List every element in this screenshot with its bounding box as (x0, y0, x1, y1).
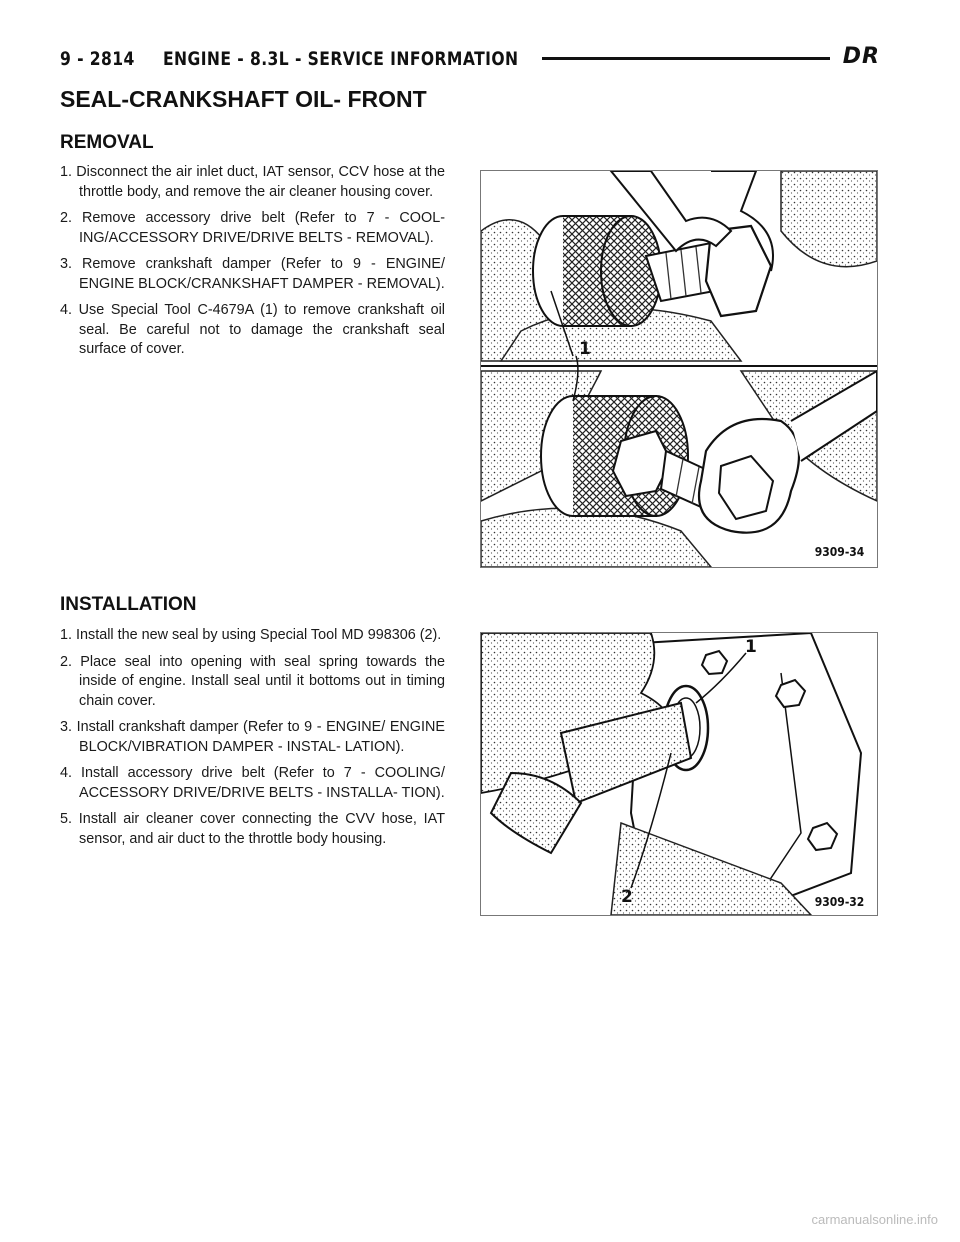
figure-number: 9309-32 (814, 895, 865, 909)
top-view-panel (481, 171, 877, 361)
removal-figure (480, 170, 878, 568)
figure-number: 9309-34 (814, 545, 865, 559)
page-number: 9 - 2814 (60, 48, 135, 70)
callout-1: 1 (579, 339, 591, 359)
seal-removal-illustration (481, 171, 877, 567)
removal-step-3: 3. Remove crankshaft damper (Refer to 9 - ENGINE/ ENGINE BLOCK/CRANKSHAFT DAMPER - REMOVAL). (60, 256, 445, 292)
header-brand: DR (842, 44, 880, 69)
callout-1: 1 (745, 637, 757, 657)
installation-step-5: 5. Install air cleaner cover connecting the CVV hose, IAT sensor, and air duct to the throttle body housing. (60, 811, 445, 847)
bottom-view-panel (481, 371, 877, 567)
header-title: ENGINE - 8.3L - SERVICE INFORMATION (163, 48, 519, 70)
removal-step-1: 1. Disconnect the air inlet duct, IAT sensor, CCV hose at the throttle body, and remove the air cleaner housing cover. (60, 164, 445, 200)
installation-step-1: 1. Install the new seal by using Special Tool MD 998306 (2). (60, 627, 442, 643)
installation-step-4: 4. Install accessory drive belt (Refer to 7 - COOLING/ ACCESSORY DRIVE/DRIVE BELTS - INSTALLA- TION). (60, 765, 445, 801)
removal-steps (60, 163, 445, 367)
installation-heading: INSTALLATION (60, 594, 197, 615)
removal-step-4: 4. Use Special Tool C-4679A (1) to remove crankshaft oil seal. Be careful not to damage the crankshaft seal surface of cover. (60, 302, 445, 357)
removal-heading: REMOVAL (60, 132, 154, 153)
callout-2: 2 (621, 887, 633, 907)
installation-figure (480, 632, 878, 916)
page-title: SEAL-CRANKSHAFT OIL- FRONT (60, 86, 427, 112)
installation-step-3: 3. Install crankshaft damper (Refer to 9 - ENGINE/ ENGINE BLOCK/VIBRATION DAMPER - INSTAL- LATION). (60, 719, 445, 755)
watermark: carmanualsonline.info (811, 1212, 938, 1227)
seal-installation-illustration (481, 633, 877, 915)
page-header (60, 44, 880, 74)
installation-steps (60, 626, 445, 856)
header-rule (542, 57, 830, 60)
installation-step-2: 2. Place seal into opening with seal spring towards the inside of engine. Install seal until it bottoms out in timing chain cover. (60, 653, 445, 709)
removal-step-2: 2. Remove accessory drive belt (Refer to 7 - COOL- ING/ACCESSORY DRIVE/DRIVE BELTS - REMOVAL). (60, 210, 445, 246)
